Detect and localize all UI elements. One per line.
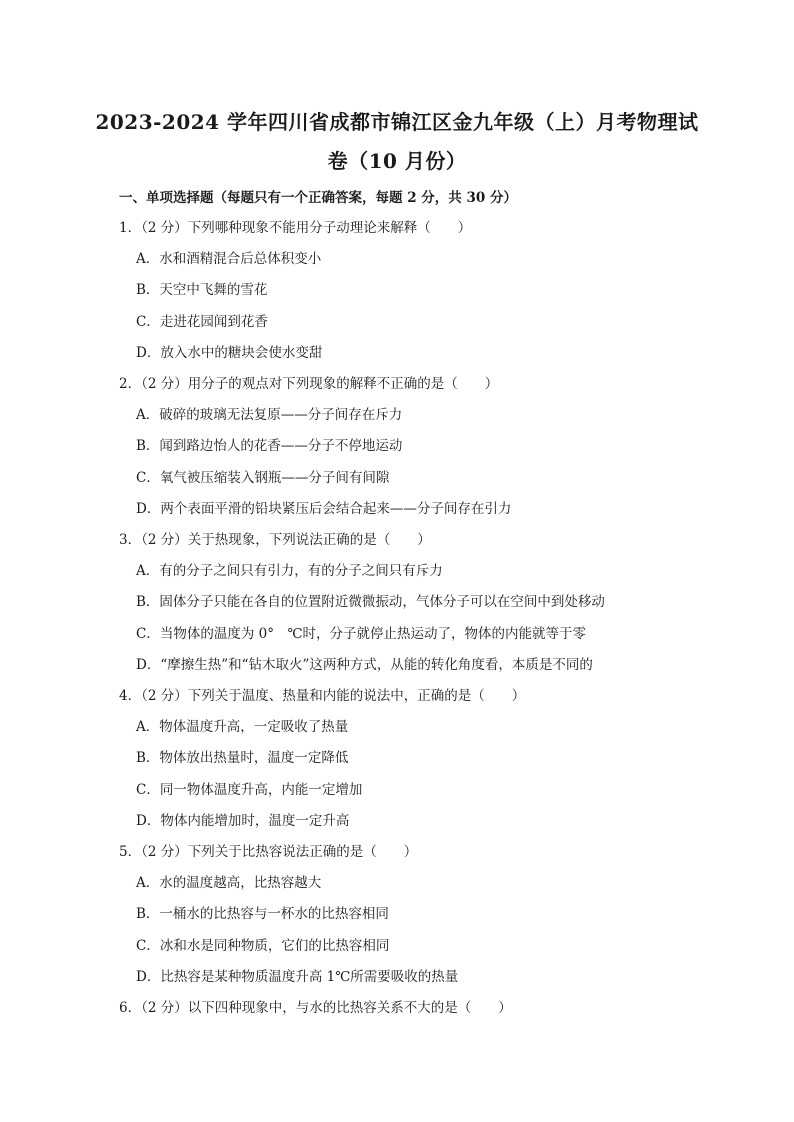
answer-option: D．“摩擦生热”和“钻木取火”这两种方式，从能的转化角度看，本质是不同的 <box>136 656 593 673</box>
answer-option: A．破碎的玻璃无法复原——分子间存在斥力 <box>136 407 403 424</box>
question-stem: 5．（2 分）下列关于比热容说法正确的是（ ） <box>119 844 418 860</box>
answer-option: B．物体放出热量时，温度一定降低 <box>136 750 349 767</box>
answer-option: C．氧气被压缩装入钢瓶——分子间有间隙 <box>136 469 390 486</box>
answer-option: B．固体分子只能在各自的位置附近微微振动，气体分子可以在空间中到处移动 <box>136 594 605 611</box>
question-stem: 2．（2 分）用分子的观点对下列现象的解释不正确的是（ ） <box>119 376 499 392</box>
question-stem: 4．（2 分）下列关于温度、热量和内能的说法中，正确的是（ ） <box>119 688 526 704</box>
exam-title-line-2: 卷（10 月份） <box>327 149 467 173</box>
question-stem: 1．（2 分）下列哪种现象不能用分子动理论来解释（ ） <box>119 220 472 236</box>
answer-option: D．比热容是某种物质温度升高 1℃所需要吸收的热量 <box>136 968 459 985</box>
answer-option: B．天空中飞舞的雪花 <box>136 282 268 299</box>
answer-option: C．冰和水是同种物质，它们的比热容相同 <box>136 937 390 954</box>
answer-option: A．水的温度越高，比热容越大 <box>136 875 322 892</box>
answer-option: B．闻到路边怡人的花香——分子不停地运动 <box>136 438 403 455</box>
answer-option: C．当物体的温度为 0° ℃时，分子就停止热运动了，物体的内能就等于零 <box>136 625 587 642</box>
answer-option: B．一桶水的比热容与一杯水的比热容相同 <box>136 906 389 923</box>
answer-option: C．同一物体温度升高，内能一定增加 <box>136 781 363 798</box>
question-stem: 6．（2 分）以下四种现象中，与水的比热容关系不大的是（ ） <box>119 1000 512 1016</box>
answer-option: D．物体内能增加时，温度一定升高 <box>136 812 350 829</box>
answer-option: A．水和酒精混合后总体积变小 <box>136 251 322 268</box>
answer-option: C．走进花园闻到花香 <box>136 313 268 330</box>
answer-option: D．放入水中的糖块会使水变甜 <box>136 344 323 361</box>
answer-option: A．物体温度升高，一定吸收了热量 <box>136 719 349 736</box>
answer-option: A．有的分子之间只有引力，有的分子之间只有斥力 <box>136 563 443 580</box>
question-stem: 3．（2 分）关于热现象，下列说法正确的是（ ） <box>119 532 431 548</box>
exam-title-line-1: 2023-2024 学年四川省成都市锦江区金九年级（上）月考物理试 <box>95 110 699 134</box>
section-heading: 一、单项选择题（每题只有一个正确答案，每题 2 分，共 30 分） <box>119 190 517 206</box>
answer-option: D．两个表面平滑的铅块紧压后会结合起来——分子间存在引力 <box>136 500 512 517</box>
